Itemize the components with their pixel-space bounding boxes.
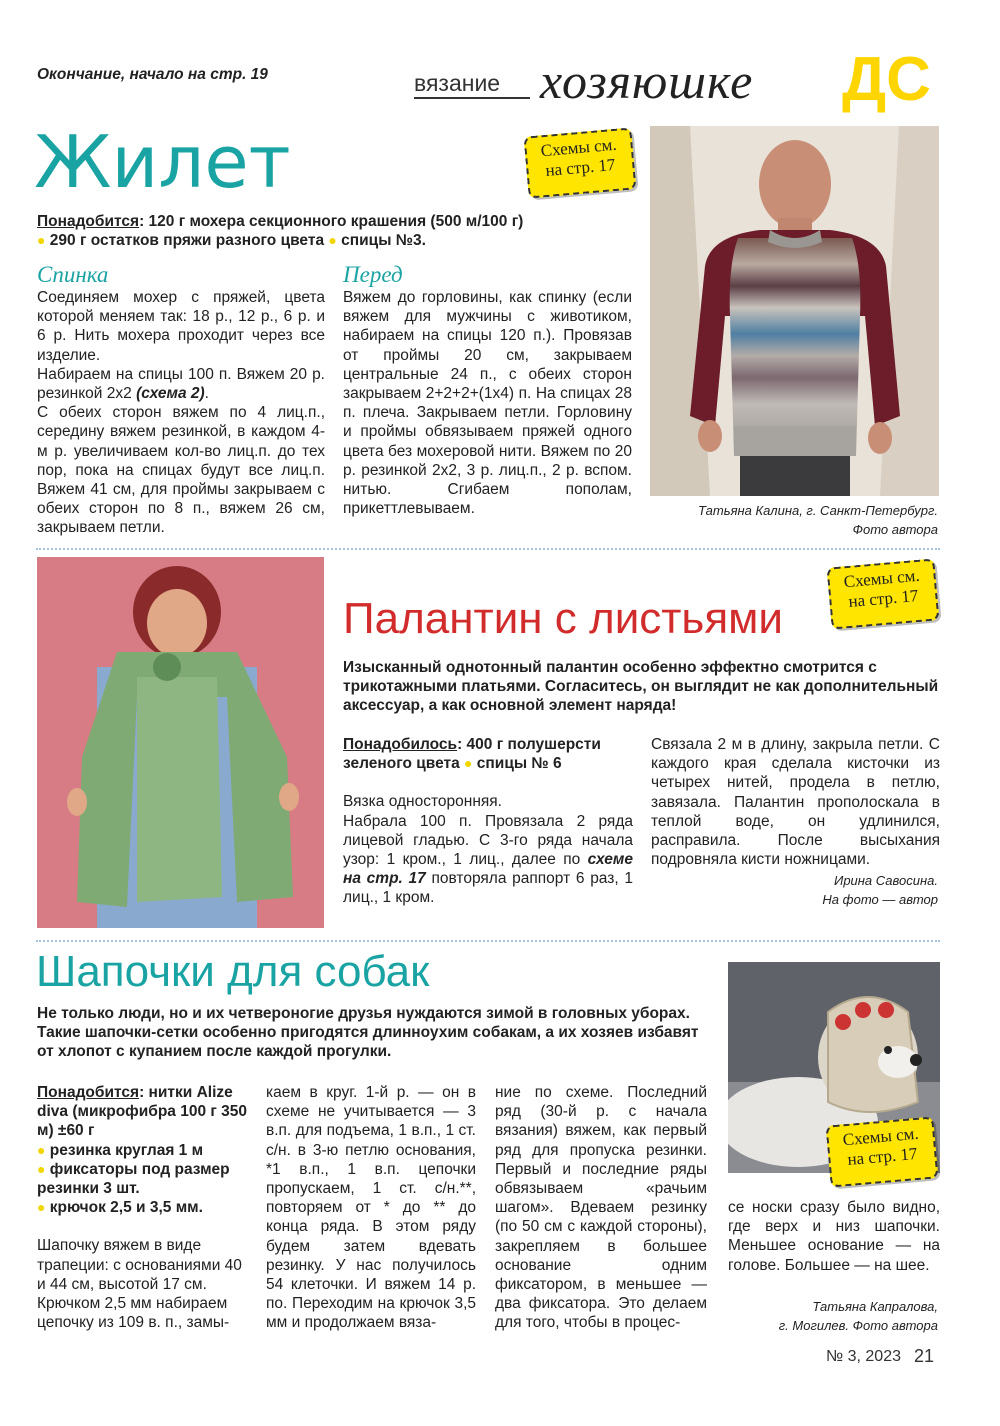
dogs-sticker-line1: Схемы см.: [841, 1123, 920, 1150]
stole-p3: Связала 2 м в длину, закрыла петли. С каждого края сделала кисточки из четырех нитей, продела в петлю, завязала. Палантин прополоскала в теплой воде, он удлинился, расправила. После высыхания подровняла кисти ножницами.: [651, 736, 940, 869]
vest-front-column: [343, 262, 632, 518]
dogs-title: Шапочки для собак: [36, 947, 430, 996]
stole-sticker: [827, 558, 940, 629]
stole-col2: [651, 735, 940, 869]
dogs-sticker-line2: на стр. 17: [846, 1143, 919, 1170]
vest-back-p1: Соединяем мохер с пряжей, цвета которой меняем так: 18 р., 12 р., 6 р. и 6 р. Нить мохера проходит через все изделие.: [37, 289, 325, 364]
vest-needs-label: Понадобится: [37, 213, 140, 230]
rubric-text: вязание: [414, 70, 501, 96]
dogs-needs-2: резинка круглая 1 м: [45, 1141, 204, 1159]
stole-caption-line2: На фото — автор: [822, 892, 938, 907]
stole-p2a: Набрала 100 п. Провязала 2 ряда лицевой гладью. С 3-го ряда начала узор: 1 кром., 1 лиц., далее по: [343, 812, 633, 869]
vest-back-title: Спинка: [37, 262, 109, 287]
vest-front-p: Вяжем до горловины, как спинку (если вяжем для мужчины с животиком, набираем на спицы 120 п.). Провязав от проймы 20 см, закрываем центральные 24 п., с обеих сторон закрываем 2+2+2+(1х4) п. На спицах 28 п. плеча. Закрываем петли. Горловину и проймы обвязываем пряжей одного цвета без мохеровой нити. Вяжем по 20 р. резинкой 2х2, 3 р. лиц.п., 2 р. вспом. нитью. Сгибаем пополам, прикеттлевываем.: [343, 289, 632, 518]
vest-needs-line1: : 120 г мохера секционного крашения (500 м/100 г): [139, 213, 524, 230]
vest-title: Жилет: [34, 120, 291, 204]
vest-caption: [650, 501, 938, 539]
stole-title: Палантин с листьями: [343, 594, 783, 643]
bullet-icon: ●: [328, 232, 337, 249]
vest-needs-line2b: спицы №3.: [336, 232, 426, 250]
vest-back-p2b: (схема 2): [136, 385, 205, 403]
dogs-sticker: [826, 1116, 939, 1187]
woman-with-stole-illustration: [37, 557, 324, 928]
dogs-col4-p: се носки сразу было видно, где верх и низ шапочки. Меньшее основание — на голове. Большее — на шее.: [728, 1199, 940, 1274]
stole-needs-b: спицы № 6: [472, 755, 562, 773]
vest-front-title: Перед: [343, 262, 403, 287]
brand-mark: ДС: [842, 45, 931, 114]
stole-p2c: повторяла раппорт 6 раз, 1 лиц., 1 кром.: [343, 870, 633, 907]
dogs-col1: [37, 1083, 249, 1332]
dogs-col2: [266, 1083, 476, 1333]
vest-back-p3: С обеих сторон вяжем по 4 лиц.п., середину вяжем резинкой, в каждом 4-м р. увеличиваем кол-во лиц.п. до тех пор, пока на спицах будут все лиц.п. Вяжем 41 см, для проймы закрываем с обеих сторон по 8 п., вяжем 26 см, закрываем петли.: [37, 404, 325, 537]
stole-intro: Изысканный однотонный палантин особенно эффектно смотрится с трикотажными платьями. Согласитесь, он выглядит не как дополнительный аксессуар, а как основной элемент наряда!: [343, 659, 939, 715]
vest-back-p2: [37, 365, 325, 403]
section-divider: [36, 940, 940, 942]
dogs-caption: [728, 1297, 938, 1335]
dogs-col2-p: каем в круг. 1-й р. — он в схеме не учитывается — 3 в.п. для подъема, 1 в.п., 1 ст. с/н. в 3-ю петлю основания, *1 в.п., 1 в.п. цепочки пропускаем, 1 ст. с/н.**, повторяем от * до ** до конца ряда. В этом ряду будем затем вдевать резинку. У нас получилось 54 клеточки. И вяжем 14 р. по. Переходим на крючок 3,5 мм и продолжаем вяза-: [266, 1084, 476, 1332]
page-number: 21: [914, 1346, 935, 1366]
vest-needs-line2a: 290 г остатков пряжи разного цвета: [45, 232, 329, 250]
stole-needs-a: : 400 г полушерсти зеленого цвета: [343, 736, 601, 773]
dogs-col1-p: Шапочку вяжем в виде трапеции: с основаниями 40 и 44 см, высотой 17 см. Крючком 2,5 мм набираем цепочку из 109 в. п., замы-: [37, 1237, 242, 1332]
vest-back-column: [37, 262, 325, 538]
dogs-col3-p: ние по схеме. Последний ряд (30-й р. с начала вязания) вяжем, как первый ряд для пропуска резинки. Первый и последние ряды обвязываем «рачьим шагом». Вдеваем резинку (по 50 см с каждой стороны), закрепляем в большее основание одним фиксатором, в меньшее — два фиксатора. Это делаем для того, чтобы в процес-: [495, 1084, 707, 1332]
dogs-needs-1: : нитки Alize diva (микрофибра 100 г 350 м) ±60 г: [37, 1084, 248, 1140]
stole-sticker-line1: Схемы см.: [842, 565, 921, 592]
dogs-col4: [728, 1198, 940, 1275]
stole-p2b: схеме на стр. 17: [343, 851, 633, 888]
dogs-needs-label: Понадобится: [37, 1084, 140, 1101]
bullet-icon: ●: [464, 755, 473, 772]
stole-photo: [37, 557, 324, 928]
stole-caption-line1: Ирина Савосина.: [834, 873, 938, 888]
bullet-icon: ●: [37, 232, 46, 249]
stole-col1: [343, 735, 633, 908]
dogs-needs-4: крючок 2,5 и 3,5 мм.: [45, 1199, 203, 1217]
dogs-intro: Не только люди, но и их четвероногие друзья нуждаются зимой в головных уборах. Такие шапочки-сетки особенно пригодятся длинноухим собакам, а их хозяев избавят от хлопот с купанием после каждой прогулки.: [37, 1005, 699, 1061]
dogs-caption-line1: Татьяна Капралова,: [812, 1299, 938, 1314]
stole-p2: [343, 812, 633, 908]
dogs-needs: [37, 1083, 249, 1217]
dogs-needs-3: фиксаторы под размер резинки 3 шт.: [37, 1160, 230, 1198]
stole-needs-label: Понадобилось: [343, 736, 458, 753]
rubric-label: [414, 70, 530, 99]
brand-name: хозяюшке: [540, 53, 754, 109]
issue-number: № 3, 2023: [826, 1348, 901, 1365]
stole-sticker-line2: на стр. 17: [847, 585, 920, 612]
section-divider: [36, 548, 940, 550]
vest-back-p2c: .: [204, 385, 209, 403]
vest-photo: [650, 126, 939, 496]
vest-sticker-line1: Схемы см.: [539, 134, 618, 161]
vest-caption-line2: Фото автора: [852, 522, 938, 537]
bullet-icon: ●: [37, 1141, 46, 1158]
stole-p1: Вязка односторонняя.: [343, 793, 502, 811]
dogs-caption-line2: г. Могилев. Фото автора: [778, 1318, 938, 1333]
bullet-icon: ●: [37, 1160, 46, 1177]
vest-caption-line1: Татьяна Калина, г. Санкт-Петербург.: [698, 503, 938, 518]
vest-needs: [37, 212, 637, 250]
dogs-col3: [495, 1083, 707, 1333]
vest-sticker: [524, 127, 637, 198]
vest-sticker-line2: на стр. 17: [544, 154, 617, 181]
man-in-vest-illustration: [650, 126, 939, 496]
continuation-note: Окончание, начало на стр. 19: [37, 66, 268, 83]
vest-back-p2a: Набираем на спицы 100 п. Вяжем 20 р. резинкой 2х2: [37, 365, 325, 403]
bullet-icon: ●: [37, 1199, 46, 1216]
stole-caption: [651, 871, 938, 909]
